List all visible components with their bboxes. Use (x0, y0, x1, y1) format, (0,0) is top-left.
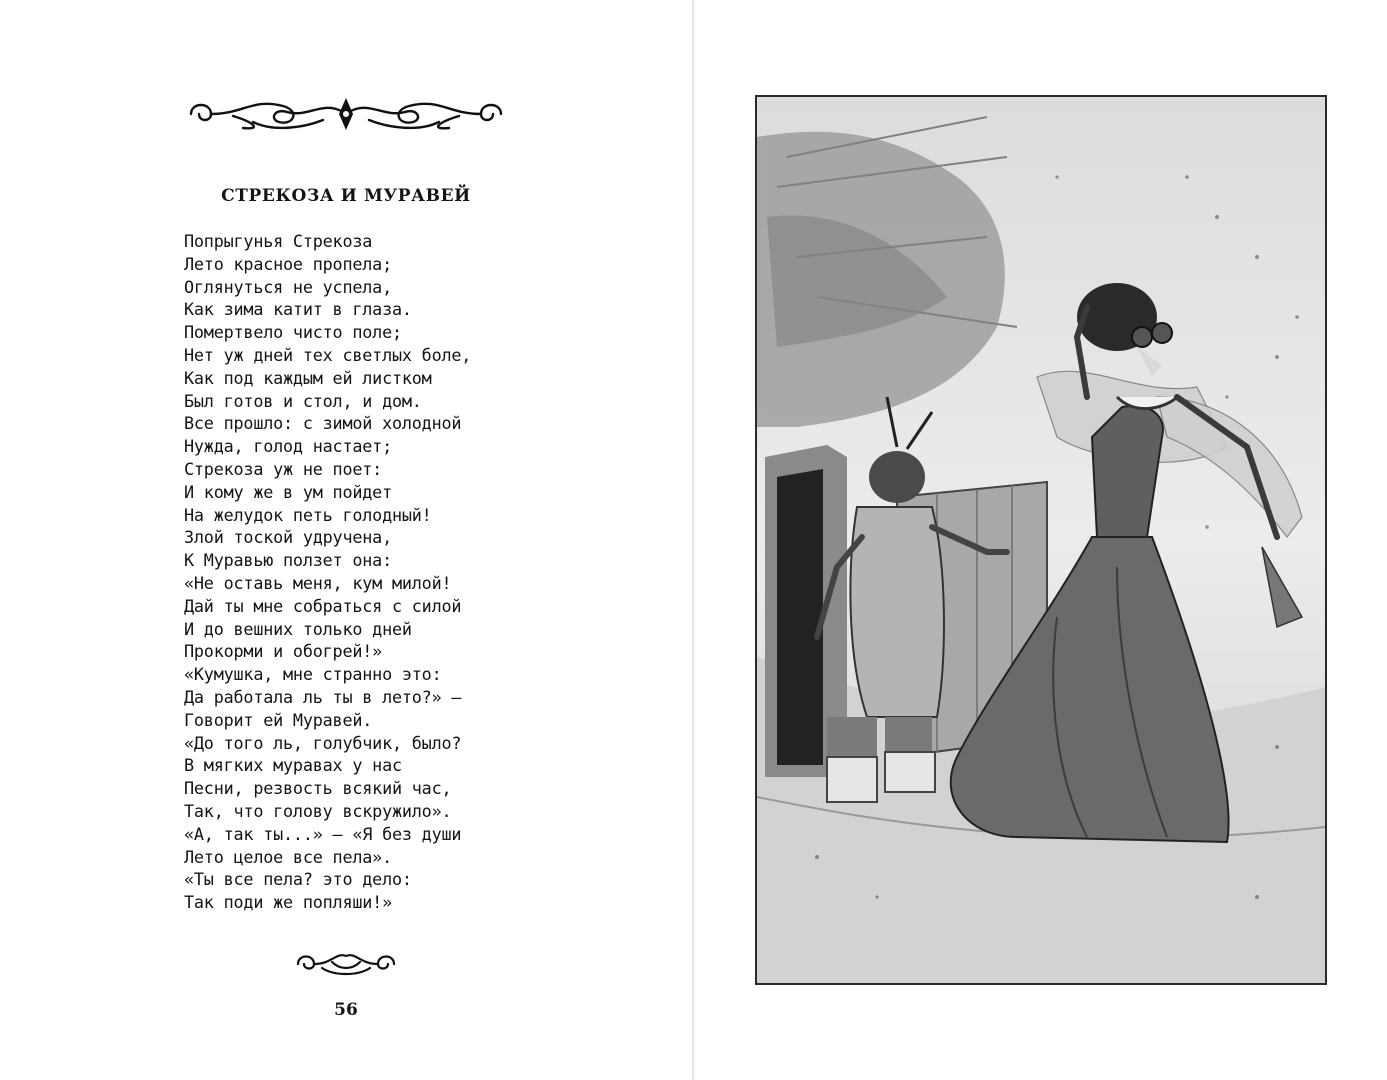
poem-line: «До того ль, голубчик, было? (184, 732, 462, 753)
poem-line: Говорит ей Муравей. (184, 709, 373, 730)
poem-line: Нужда, голод настает; (184, 436, 392, 457)
poem-title: СТРЕКОЗА И МУРАВЕЙ (221, 186, 471, 206)
poem-line: На желудок петь голодный! (184, 504, 432, 525)
poem-line: Как под каждым ей листком (184, 367, 432, 388)
poem-line: В мягких муравах у нас (184, 755, 402, 776)
poem-line: Как зима катит в глаза. (184, 299, 412, 320)
poem-line: Все прошло: с зимой холодной (184, 413, 462, 434)
poem-line: Песни, резвость всякий час, (184, 778, 452, 799)
poem-line: Попрыгунья Стрекоза (184, 231, 373, 251)
poem-line: Нет уж дней тех светлых боле, (184, 344, 472, 365)
poem-line: Оглянуться не успела, (184, 276, 392, 297)
poem-line: Так поди же попляши!» (184, 892, 392, 913)
poem-line: «Не оставь меня, кум милой! (184, 572, 452, 593)
poem-text (184, 230, 584, 914)
poem-line: «Ты все пела? это дело: (184, 869, 412, 890)
poem-line: Лето целое все пела». (184, 846, 392, 867)
page-number: 56 (334, 1000, 358, 1020)
poem-line: «Кумушка, мне странно это: (184, 664, 442, 685)
poem-line: Помертвело чисто поле; (184, 322, 402, 343)
poem-line: Злой тоской удручена, (184, 527, 392, 548)
poem-line: К Муравью ползет она: (184, 550, 392, 571)
ant-and-dragonfly-illustration (755, 95, 1327, 985)
left-page (0, 0, 693, 1080)
poem-line: Дай ты мне собраться с силой (184, 595, 462, 616)
poem-line: Стрекоза уж не поет: (184, 458, 383, 479)
poem-line: И до вешних только дней (184, 618, 412, 639)
poem-line: Прокорми и обогрей!» (184, 641, 383, 662)
poem-line: Лето красное пропела; (184, 253, 392, 274)
ornamental-flourish-bottom (292, 946, 400, 978)
ornamental-flourish-top (183, 92, 509, 136)
poem-line: Так, что голову вскружило». (184, 800, 452, 821)
poem-line: «А, так ты...» — «Я без души (184, 823, 462, 844)
poem-line: Был готов и стол, и дом. (184, 390, 422, 411)
poem-line: Да работала ль ты в лето?» — (184, 686, 462, 707)
poem-line: И кому же в ум пойдет (184, 481, 392, 502)
